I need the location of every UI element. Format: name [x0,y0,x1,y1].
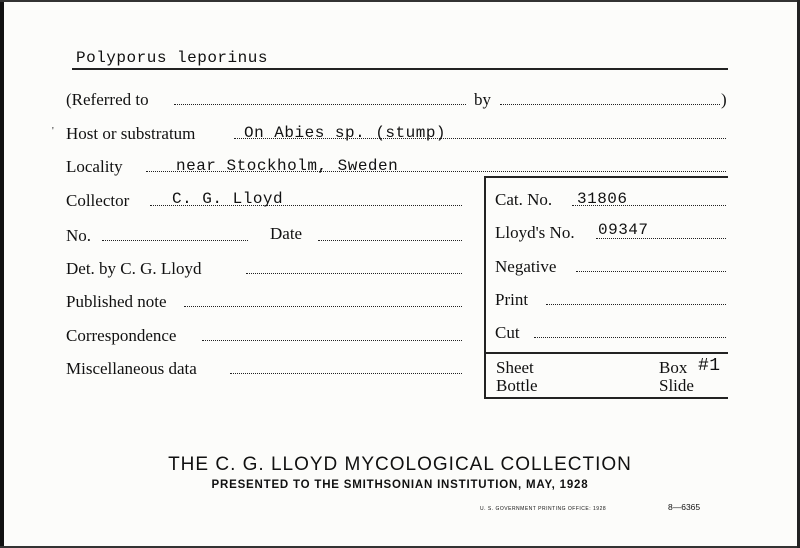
form-code: 8—6365 [668,502,701,512]
cat-no-value: 31806 [577,190,628,208]
det-label: Det. by C. G. Lloyd [66,259,202,278]
cat-no-line [572,205,726,206]
panel-divider [484,176,486,398]
collector-line [150,205,462,206]
published-label: Published note [66,292,167,311]
specimen-name: Polyporus leporinus [76,49,268,67]
negative-line [576,271,726,272]
lloyds-no-label: Lloyd's No. [495,223,575,242]
cut-label: Cut [495,323,520,342]
by-label: by [474,90,491,109]
sheet-label: Sheet [496,358,534,377]
host-line [234,138,726,139]
box-value: #1 [698,356,721,376]
cut-line [534,337,726,338]
name-underline [72,68,728,70]
locality-line [146,171,726,172]
published-line [184,306,462,307]
no-line [102,240,248,241]
referred-to-label: (Referred to [66,90,149,109]
lloyds-no-value: 09347 [598,221,649,239]
collector-label: Collector [66,191,130,210]
ink-speck: ' [52,126,54,137]
bottle-label: Bottle [496,376,538,395]
lloyds-no-line [596,238,726,239]
host-label: Host or substratum [66,124,196,143]
collector-value: C. G. Lloyd [172,190,284,208]
locality-value: near Stockholm, Sweden [176,157,399,175]
panel-bottom-line [484,397,728,399]
cat-no-label: Cat. No. [495,190,553,209]
panel-mid-line [484,352,728,354]
panel-top-line [484,176,728,178]
misc-label: Miscellaneous data [66,359,197,378]
slide-label: Slide [659,376,694,395]
print-line [546,304,726,305]
correspondence-line [202,340,462,341]
misc-line [230,373,462,374]
date-line [318,240,462,241]
host-value: On Abies sp. (stump) [244,124,447,142]
correspondence-label: Correspondence [66,326,177,345]
collection-title: THE C. G. LLOYD MYCOLOGICAL COLLECTION [168,454,632,475]
box-label: Box [659,358,688,377]
date-label: Date [270,224,303,243]
printer-imprint: U. S. GOVERNMENT PRINTING OFFICE: 1928 [480,506,607,512]
collection-subtitle: PRESENTED TO THE SMITHSONIAN INSTITUTION, MAY, 1928 [211,479,589,491]
referred-to-line [174,104,466,105]
top-border [0,0,800,2]
negative-label: Negative [495,257,557,276]
locality-label: Locality [66,157,123,176]
no-label: No. [66,226,92,245]
by-line [500,104,720,105]
det-line [246,273,462,274]
close-paren: ) [721,90,727,109]
print-label: Print [495,290,529,309]
